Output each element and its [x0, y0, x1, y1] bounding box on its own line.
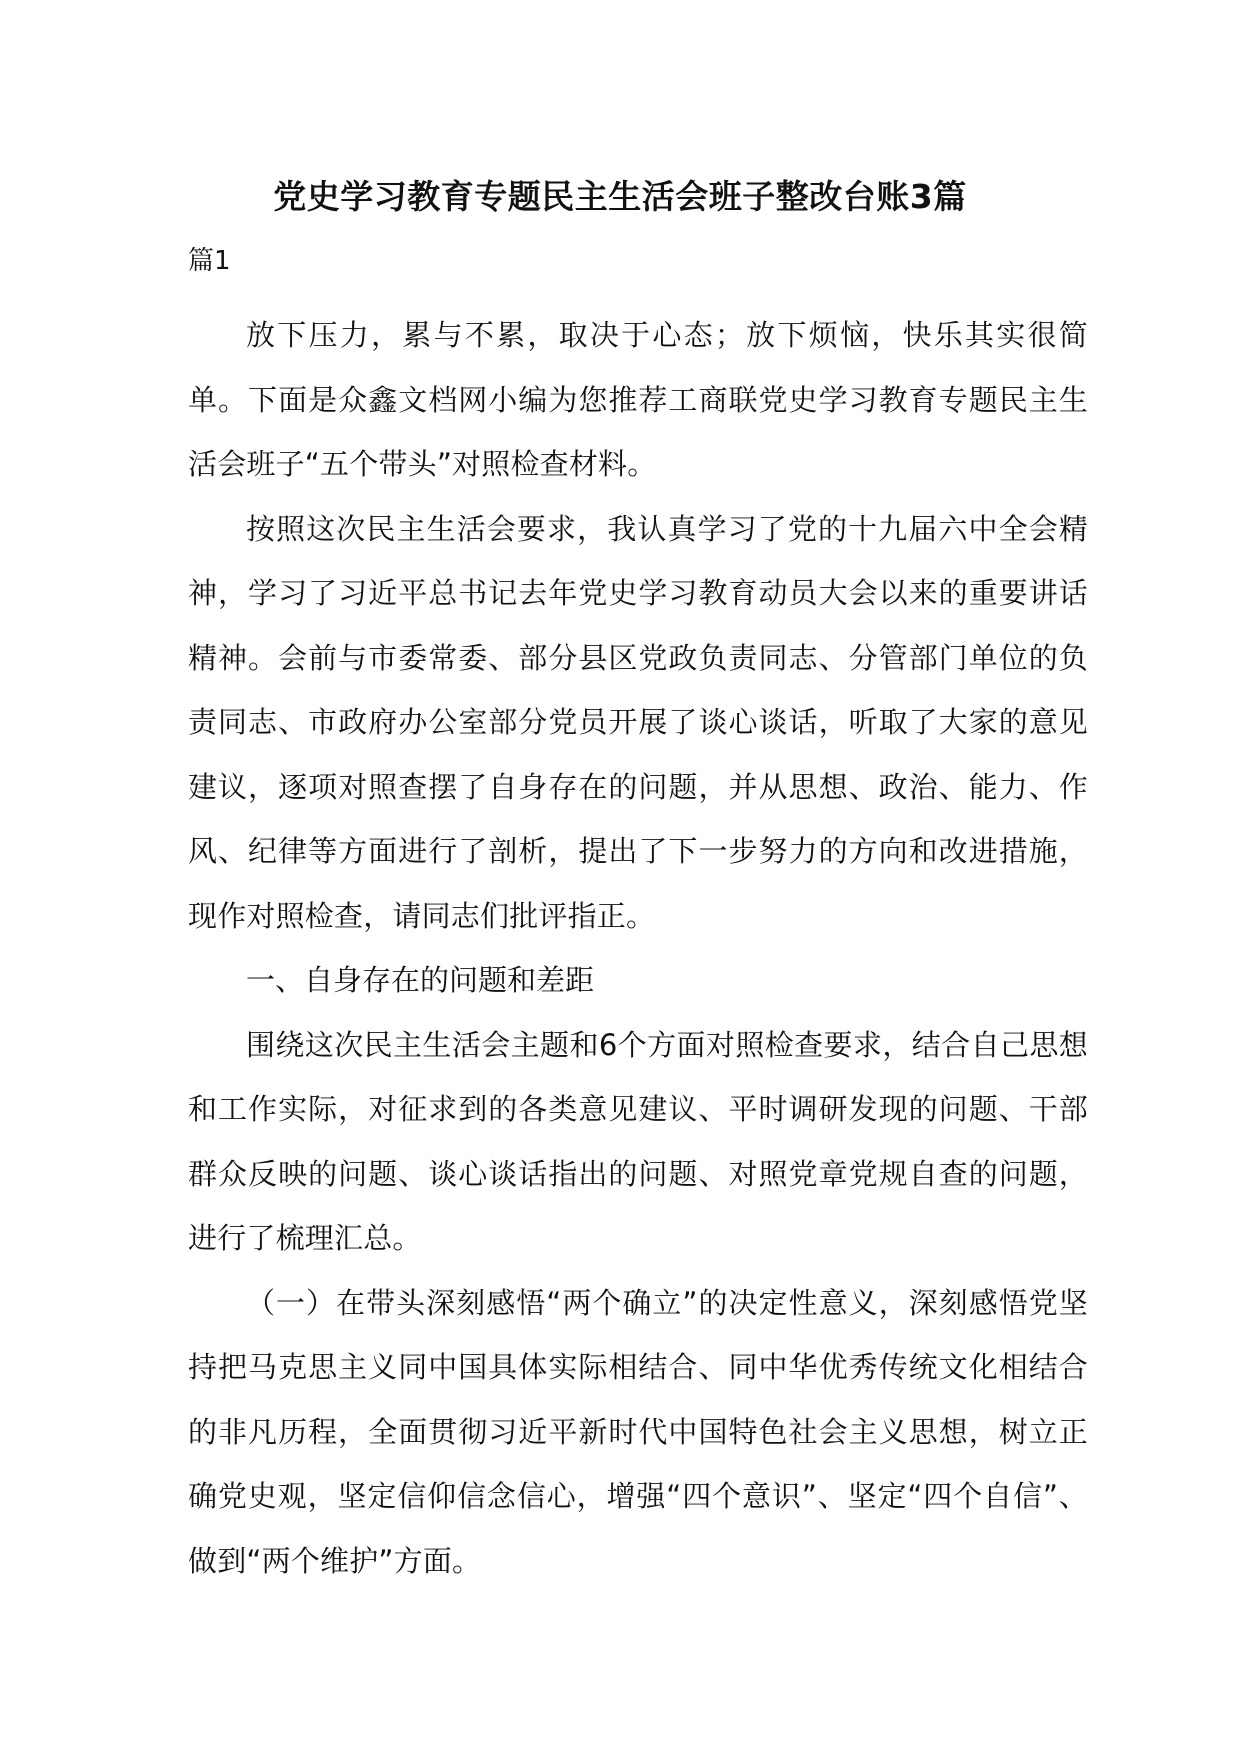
body-paragraph: （一）在带头深刻感悟“两个确立”的决定性意义，深刻感悟党坚持把马克思主义同中国具体实际相结合、同中华优秀传统文化相结合的非凡历程，全面贯彻习近平新时代中国特色社会主义思想，树立正确党史观，坚定信仰信念信心，增强“四个意识”、坚定“四个自信”、做到“两个维护”方面。	[188, 1285, 1088, 1578]
body-paragraph: 围绕这次民主生活会主题和6个方面对照检查要求，结合自己思想和工作实际，对征求到的各类意见建议、平时调研发现的问题、干部群众反映的问题、谈心谈话指出的问题、对照党章党规自查的问题，进行了梳理汇总。	[188, 1027, 1088, 1255]
body-paragraph: 按照这次民主生活会要求，我认真学习了党的十九届六中全会精神，学习了习近平总书记去年党史学习教育动员大会以来的重要讲话精神。会前与市委常委、部分县区党政负责同志、分管部门单位的负责同志、市政府办公室部分党员开展了谈心谈话，听取了大家的意见建议，逐项对照查摆了自身存在的问题，并从思想、政治、能力、作风、纪律等方面进行了剖析，提出了下一步努力的方向和改进措施，现作对照检查，请同志们批评指正。	[188, 511, 1088, 933]
section-label: 篇1	[188, 246, 231, 276]
section-heading: 一、自身存在的问题和差距	[246, 963, 595, 997]
intro-paragraph: 放下压力，累与不累，取决于心态；放下烦恼，快乐其实很简单。下面是众鑫文档网小编为您推荐工商联党史学习教育专题民主生活会班子“五个带头”对照检查材料。	[188, 318, 1088, 481]
document-body	[188, 303, 1088, 1593]
document-title: 党史学习教育专题民主生活会班子整改台账3篇	[273, 177, 967, 216]
